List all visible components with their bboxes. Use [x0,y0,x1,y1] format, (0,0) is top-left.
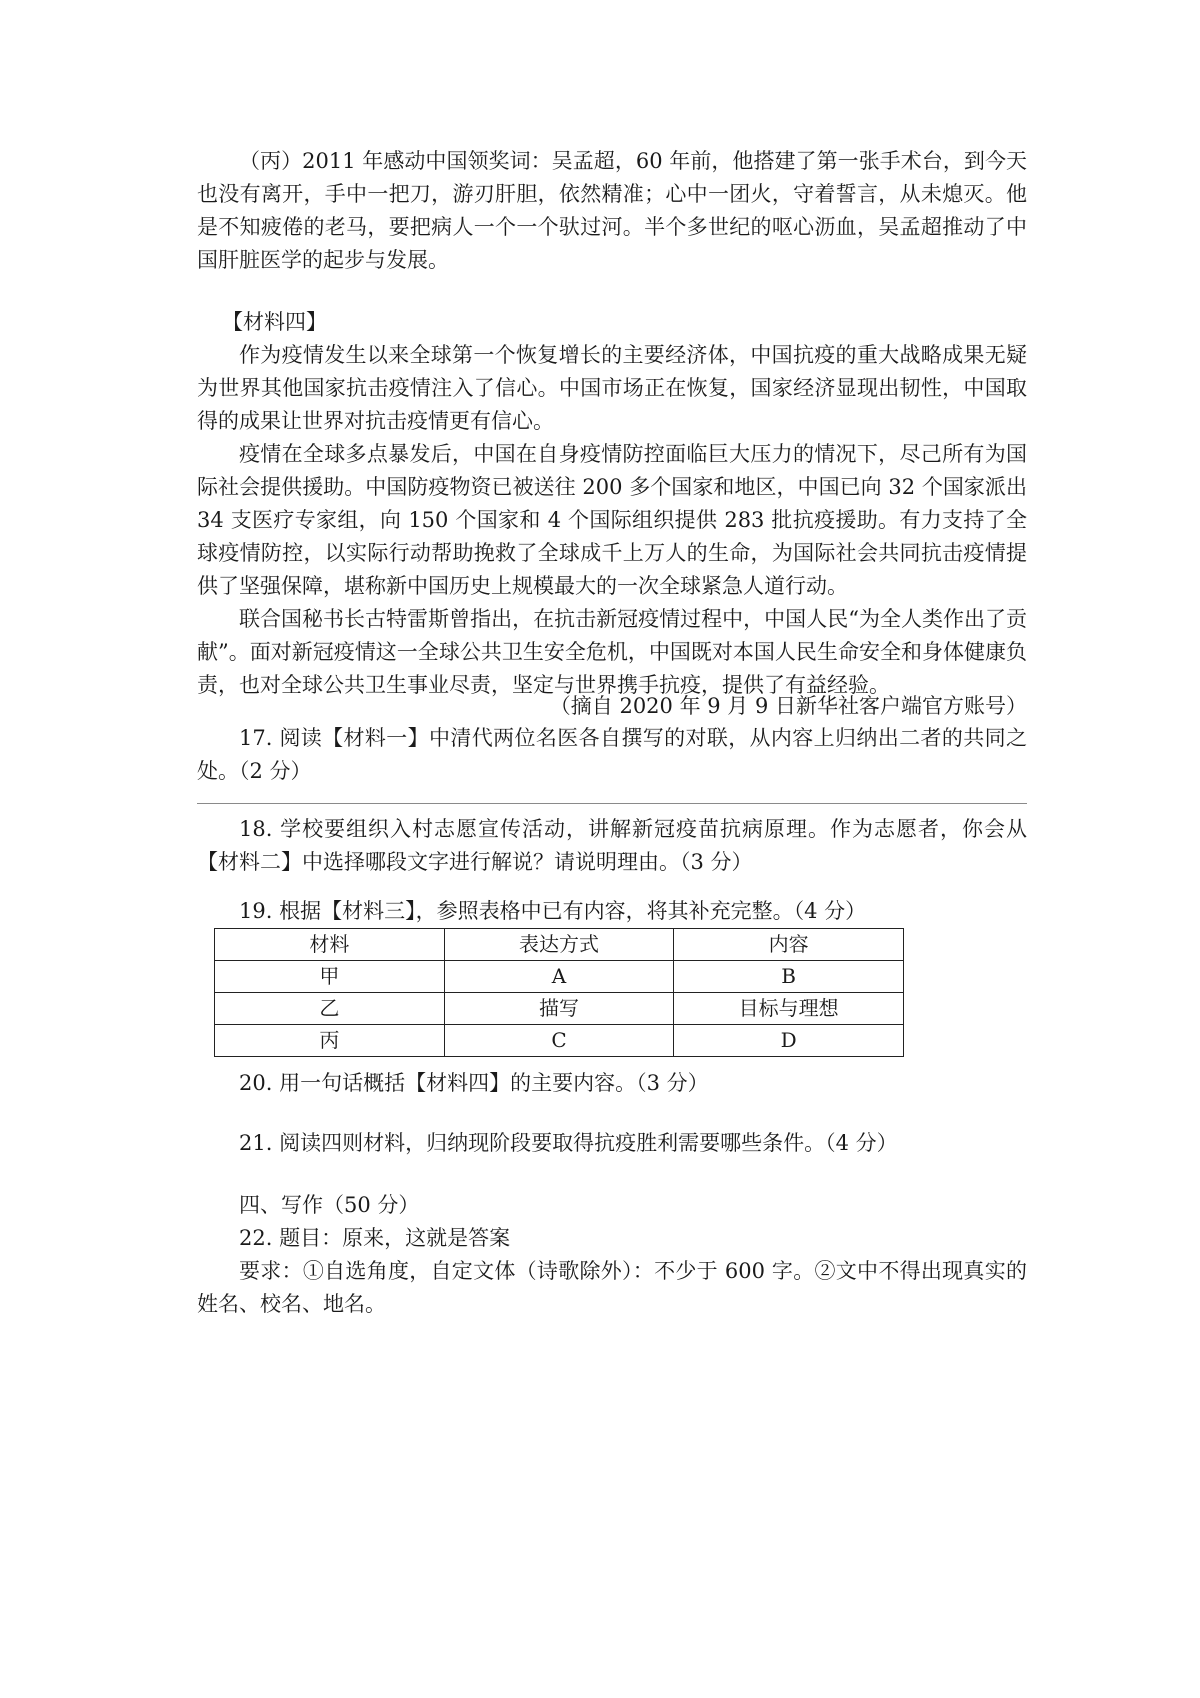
question-19 [197,895,1027,928]
table-cell: 甲 [215,961,445,993]
material3-bing-paragraph [197,145,1027,277]
question-17-text: 17. 阅读【材料一】中清代两位名医各自撰写的对联，从内容上归纳出二者的共同之处。（2 分） [197,726,1027,783]
table-cell: C [444,1025,674,1057]
material4-paragraph: 联合国秘书长古特雷斯曾指出，在抗击新冠疫情过程中，中国人民“为全人类作出了贡献”。面对新冠疫情这一全球公共卫生安全危机，中国既对本国人民生命安全和身体健康负责，也对全球公共卫生事业尽责，坚定与世界携手抗疫，提供了有益经验。 [197,607,1027,697]
material3-bing-text: （丙）2011 年感动中国领奖词：吴孟超，60 年前，他搭建了第一张手术台，到今天也没有离开，手中一把刀，游刃肝胆，依然精准；心中一团火，守着誓言，从未熄灭。他是不知疲倦的老马，要把病人一个一个驮过河。半个多世纪的呕心沥血，吴孟超推动了中国肝脏医学的起步与发展。 [197,149,1027,272]
question-20-text: 20. 用一句话概括【材料四】的主要内容。（3 分） [239,1071,709,1095]
material4-paragraph: 疫情在全球多点暴发后，中国在自身疫情防控面临巨大压力的情况下，尽己所有为国际社会提供援助。中国防疫物资已被送往 200 多个国家和地区，中国已向 32 个国家派出 34 支医疗专家组，向 150 个国家和 4 个国际组织提供 283 批抗疫援助。有力支持了全球疫情防控，以实际行动帮助挽救了全球成千上万人的生命，为国际社会共同抗击疫情提供了坚强保障，堪称新中国历史上规模最大的一次全球紧急人道行动。 [197,442,1027,598]
writing-requirement: 要求：①自选角度，自定文体（诗歌除外）：不少于 600 字。②文中不得出现真实的姓名、校名、地名。 [197,1259,1027,1316]
writing-section-title: 四、写作（50 分） [239,1193,420,1217]
table-cell: 乙 [215,993,445,1025]
table-cell: A [444,961,674,993]
table-cell: 目标与理想 [674,993,904,1025]
table-row [215,993,904,1025]
table-cell: B [674,961,904,993]
table-cell: 丙 [215,1025,445,1057]
material4-body [197,339,1027,702]
question-21-text: 21. 阅读四则材料，归纳现阶段要取得抗疫胜利需要哪些条件。（4 分） [239,1131,898,1155]
question-18-text: 18. 学校要组织入村志愿宣传活动，讲解新冠疫苗抗病原理。作为志愿者，你会从【材料二】中选择哪段文字进行解说？请说明理由。（3 分） [197,817,1027,874]
question-17 [197,722,1027,788]
question-18 [197,813,1027,879]
table-header-row [215,929,904,961]
question-20 [197,1067,1027,1100]
table-header-cell: 材料 [215,929,445,961]
material4-paragraph: 作为疫情发生以来全球第一个恢复增长的主要经济体，中国抗疫的重大战略成果无疑为世界其他国家抗击疫情注入了信心。中国市场正在恢复，国家经济显现出韧性，中国取得的成果让世界对抗击疫情更有信心。 [197,343,1027,433]
table-row [215,961,904,993]
table-header-cell: 表达方式 [444,929,674,961]
writing-prompt-title: 22. 题目：原来，这就是答案 [239,1226,511,1250]
material4-source: （摘自 2020 年 9 月 9 日新华社客户端官方账号） [549,694,1027,718]
question-19-text: 19. 根据【材料三】，参照表格中已有内容，将其补充完整。（4 分） [239,899,867,923]
answer-line [197,803,1027,804]
material3-table [214,928,904,1057]
table-cell: 描写 [444,993,674,1025]
table-row [215,1025,904,1057]
question-21 [197,1127,1027,1160]
writing-section [197,1189,1027,1321]
material4-heading: 【材料四】 [222,310,327,334]
table-cell: D [674,1025,904,1057]
table-header-cell: 内容 [674,929,904,961]
